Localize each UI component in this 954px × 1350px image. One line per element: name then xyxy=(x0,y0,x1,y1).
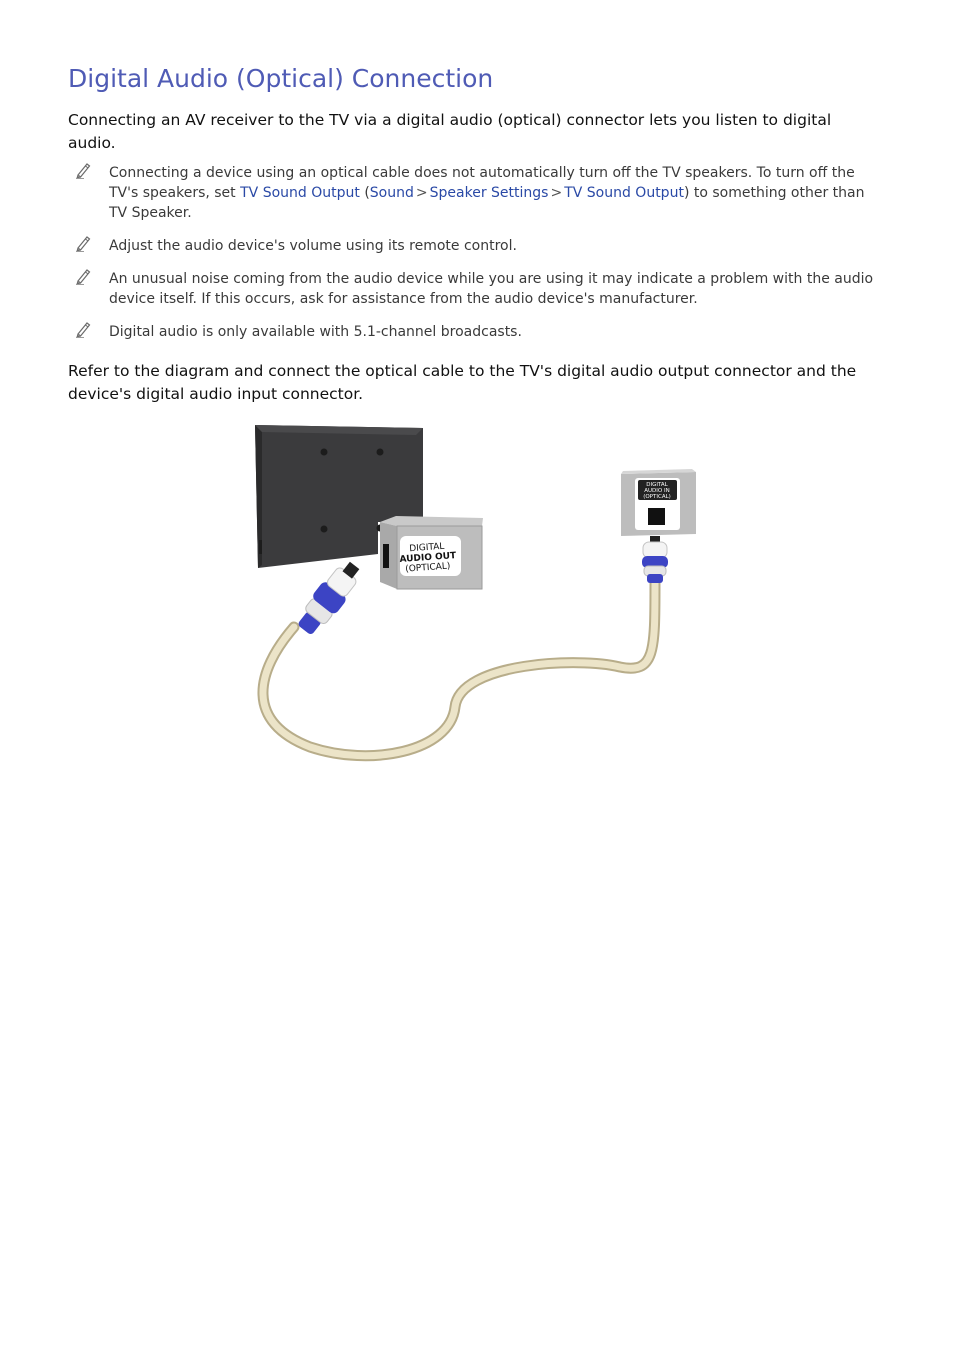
tv-port-box xyxy=(380,516,483,589)
menu-path-sound: Sound xyxy=(369,185,414,201)
note-text: Digital audio is only available with 5.1-channel broadcasts. xyxy=(109,324,522,340)
tv-connector-plug xyxy=(292,556,366,639)
refer-paragraph: Refer to the diagram and connect the optical cable to the TV's digital audio output connector and the device's digital audio input connector. xyxy=(68,362,857,403)
menu-tv-sound-output: TV Sound Output xyxy=(240,185,360,201)
page-title: Digital Audio (Optical) Connection xyxy=(68,64,494,93)
menu-path-tv-sound-output: TV Sound Output xyxy=(564,185,684,201)
device-port-label: AUDIO IN xyxy=(644,488,670,494)
tv-port-label: (OPTICAL) xyxy=(404,561,451,575)
pencil-icon xyxy=(74,320,92,338)
notes-list xyxy=(68,163,878,342)
note-text: Adjust the audio device's volume using its remote control. xyxy=(109,238,517,254)
note-text: Connecting a device using an optical cable does not automatically turn off the TV speakers. To turn off the TV's speakers, set xyxy=(109,165,855,201)
device-port-label: (OPTICAL) xyxy=(643,494,671,500)
connection-diagram-svg xyxy=(250,422,710,767)
path-separator: > xyxy=(415,185,428,201)
device-port-label: DIGITAL xyxy=(646,482,668,488)
note-text: ) to something other than TV Speaker. xyxy=(109,185,865,221)
note-text: ( xyxy=(359,185,370,201)
tv-port-label: DIGITAL xyxy=(408,541,445,555)
intro-paragraph: Connecting an AV receiver to the TV via a digital audio (optical) connector lets you listen to digital audio. xyxy=(68,111,832,152)
note-item xyxy=(68,269,878,309)
pencil-icon xyxy=(74,234,92,252)
menu-path-speaker-settings: Speaker Settings xyxy=(429,185,549,201)
connection-diagram xyxy=(250,422,710,767)
note-item xyxy=(68,236,878,256)
path-separator: > xyxy=(550,185,563,201)
device-connector-plug xyxy=(642,536,668,583)
page-content xyxy=(68,62,878,406)
pencil-icon xyxy=(74,267,92,285)
note-item xyxy=(68,163,878,223)
note-text: An unusual noise coming from the audio device while you are using it may indicate a problem with the audio device itself. If this occurs, ask for assistance from the audio device's manufacturer. xyxy=(109,271,874,307)
tv-port-label: AUDIO OUT xyxy=(399,551,457,565)
device-port-box xyxy=(621,469,696,536)
pencil-icon xyxy=(74,161,92,179)
note-item xyxy=(68,322,878,342)
